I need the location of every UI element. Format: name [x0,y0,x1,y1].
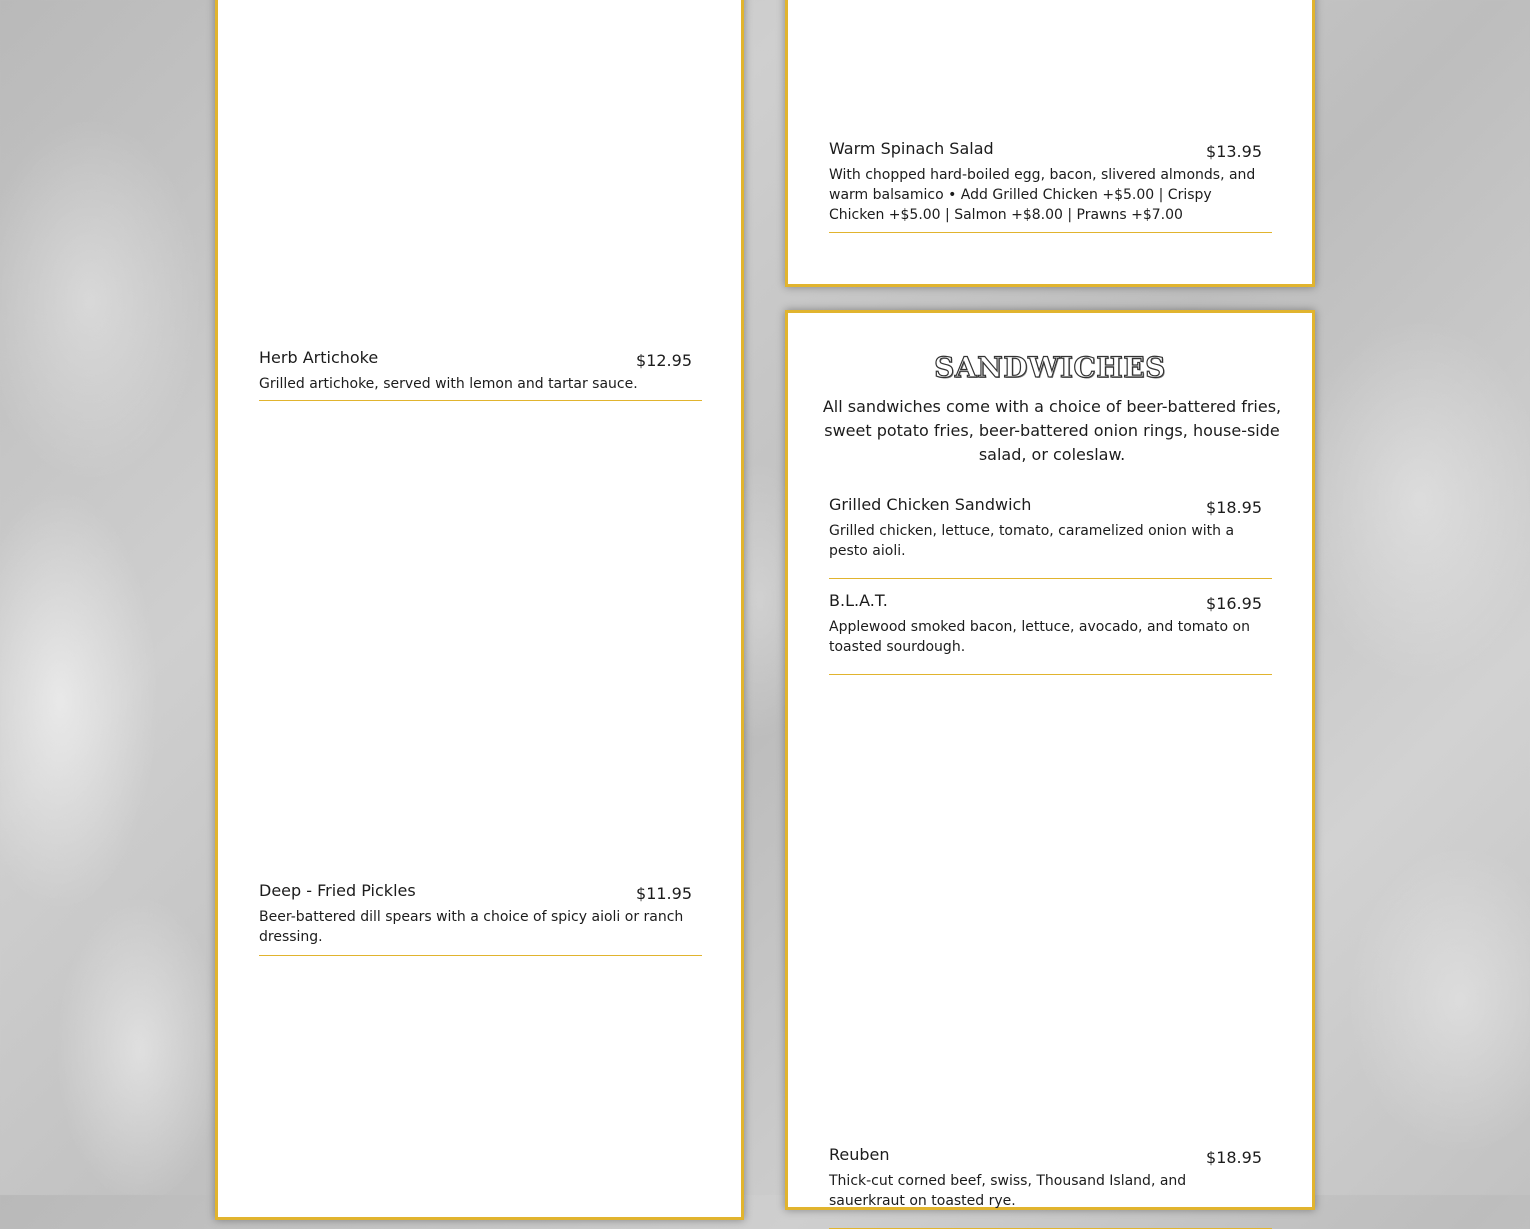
menu-item-description: Applewood smoked bacon, lettuce, avocado, and tomato on toasted sourdough. [829,619,1250,655]
menu-item-description: Grilled artichoke, served with lemon and tartar sauce. [259,376,638,392]
menu-item-price: $12.95 [636,351,692,370]
menu-item [259,348,702,401]
menu-item-name: B.L.A.T. [829,591,888,610]
menu-item-price: $13.95 [1206,142,1262,161]
menu-item [829,495,1272,579]
menu-item-name: Warm Spinach Salad [829,139,994,158]
menu-item [829,1145,1272,1229]
menu-item [829,139,1272,233]
menu-item-name: Grilled Chicken Sandwich [829,495,1032,514]
section-note: All sandwiches come with a choice of beer-battered fries, sweet potato fries, beer-battered onion rings, house-side salad, or coleslaw. [822,397,1282,464]
menu-item-price: $18.95 [1206,1148,1262,1167]
menu-item-description: Thick-cut corned beef, swiss, Thousand Island, and sauerkraut on toasted rye. [829,1173,1187,1209]
menu-item-description: With chopped hard-boiled egg, bacon, slivered almonds, and warm balsamico • Add Grilled Chicken +$5.00 | Crispy Chicken +$5.00 | Salmon +$8.00 | Prawns +$7.00 [829,167,1256,223]
menu-item-price: $16.95 [1206,594,1262,613]
menu-item-description: Beer-battered dill spears with a choice of spicy aioli or ranch dressing. [259,909,684,945]
menu-item-name: Herb Artichoke [259,348,379,367]
menu-item-name: Reuben [829,1145,890,1164]
appetizers-panel [215,0,744,1220]
section-title: SANDWICHES [934,351,1166,384]
menu-item [259,881,702,956]
menu-item-name: Deep - Fried Pickles [259,881,416,900]
menu-item-description: Grilled chicken, lettuce, tomato, caramelized onion with a pesto aioli. [829,523,1235,559]
menu-item-price: $18.95 [1206,498,1262,517]
menu-item-price: $11.95 [636,884,692,903]
sandwiches-panel [785,310,1315,1210]
menu-item [829,591,1272,675]
salads-panel [785,0,1315,287]
